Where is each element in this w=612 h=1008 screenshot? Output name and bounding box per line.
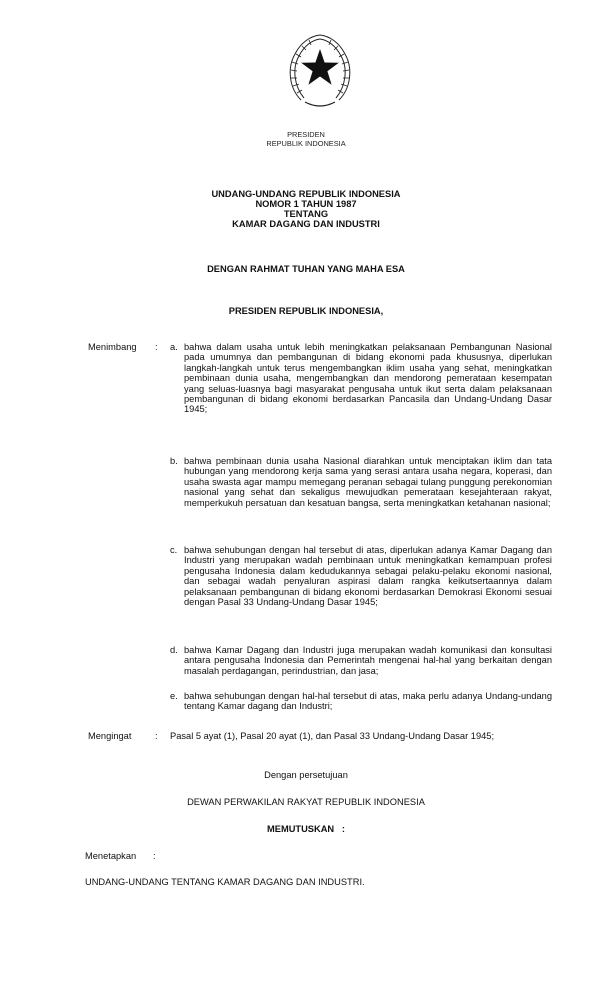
menetapkan-label: Menetapkan [85,851,137,861]
menimbang-colon: : [155,342,158,352]
garuda-emblem-icon [283,22,357,122]
title-line-1: UNDANG-UNDANG REPUBLIK INDONESIA [211,189,401,199]
item-letter: b. [170,456,178,466]
memutuskan-heading: MEMUTUSKAN : [267,824,345,834]
title-line-2: NOMOR 1 TAHUN 1987 [255,199,357,209]
menimbang-item-e [170,691,552,712]
menimbang-label: Menimbang [88,342,137,352]
item-text: bahwa Kamar Dagang dan Industri juga merupakan wadah komunikasi dan konsultasi antara pengusaha Indonesia dan Pemerintah mengenai hal-hal yang berkaitan dengan masalah perdagangan, perindustrian, dan jasa; [184,645,552,676]
dpr-line: DEWAN PERWAKILAN RAKYAT REPUBLIK INDONESIA [187,797,425,807]
mengingat-text: Pasal 5 ayat (1), Pasal 20 ayat (1), dan Pasal 33 Undang-Undang Dasar 1945; [170,731,495,741]
item-text: bahwa dalam usaha untuk lebih meningkatkan pelaksanaan Pembangunan Nasional pada umumnya dan pembangunan di bidang ekonomi pada khususnya, diperlukan langkah-langkah untuk terus mengembangkan iklim usaha yang sehat, meningkatkan pembinaan dunia usaha, mengembangkan dan mendorong pemerataan kesempatan yang seluas-luasnya bagi masyarakat pengusaha untuk ikut serta dalam pelaksanaan pembangunan di bidang ekonomi berdasarkan Pancasila dan Undang-Undang Dasar 1945; [184,342,552,415]
mengingat-colon: : [155,731,158,741]
presiden-heading: PRESIDEN REPUBLIK INDONESIA, [228,306,384,316]
title-line-3: TENTANG [283,209,329,219]
item-letter: e. [170,691,178,701]
title-line-4: KAMAR DAGANG DAN INDUSTRI [232,219,380,229]
item-text: bahwa sehubungan dengan hal-hal tersebut di atas, maka perlu adanya Undang-undang tentang Kamar dagang dan Industri; [184,691,552,712]
emblem-caption-presiden: PRESIDEN [287,130,325,139]
emblem-caption-republik: REPUBLIK INDONESIA [266,139,346,148]
mengingat-label: Mengingat [88,731,132,741]
item-text: bahwa pembinaan dunia usaha Nasional diarahkan untuk menciptakan iklim dan tata hubungan yang mendorong kerja sama yang serasi antara usaha negara, koperasi, dan usaha swasta agar mampu memegang peranan sebagai tulang punggung perekonomian nasional yang sehat dan sekaligus mewujudkan pemerataan kesejahteraan rakyat, memperkukuh persatuan dan kesatuan bangsa, serta meningkatkan ketahanan nasional; [184,456,552,508]
item-letter: d. [170,645,178,655]
rahmat-heading: DENGAN RAHMAT TUHAN YANG MAHA ESA [207,264,405,274]
menetapkan-text: UNDANG-UNDANG TENTANG KAMAR DAGANG DAN INDUSTRI. [85,877,365,887]
menimbang-item-b [170,456,552,508]
persetujuan-line: Dengan persetujuan [264,770,348,780]
menetapkan-colon: : [153,851,156,861]
item-letter: a. [170,342,178,352]
menimbang-item-a [170,342,552,415]
item-letter: c. [170,545,178,555]
item-text: bahwa sehubungan dengan hal tersebut di atas, diperlukan adanya Kamar Dagang dan Industri yang merupakan wadah pembinaan untuk meningkatkan kemampuan profesi pengusaha Indonesia dalam kedudukannya sebagai pelaku-pelaku ekonomi nasional, dan sebagai wadah penyaluran aspirasi dalam rangka keikutsertaannya dalam pelaksanaan pembangunan di bidang ekonomi berdasarkan Demokrasi Ekonomi sesuai dengan Pasal 33 Undang-Undang Dasar 1945; [184,545,552,608]
menimbang-item-c [170,545,552,607]
menimbang-item-d [170,645,552,676]
